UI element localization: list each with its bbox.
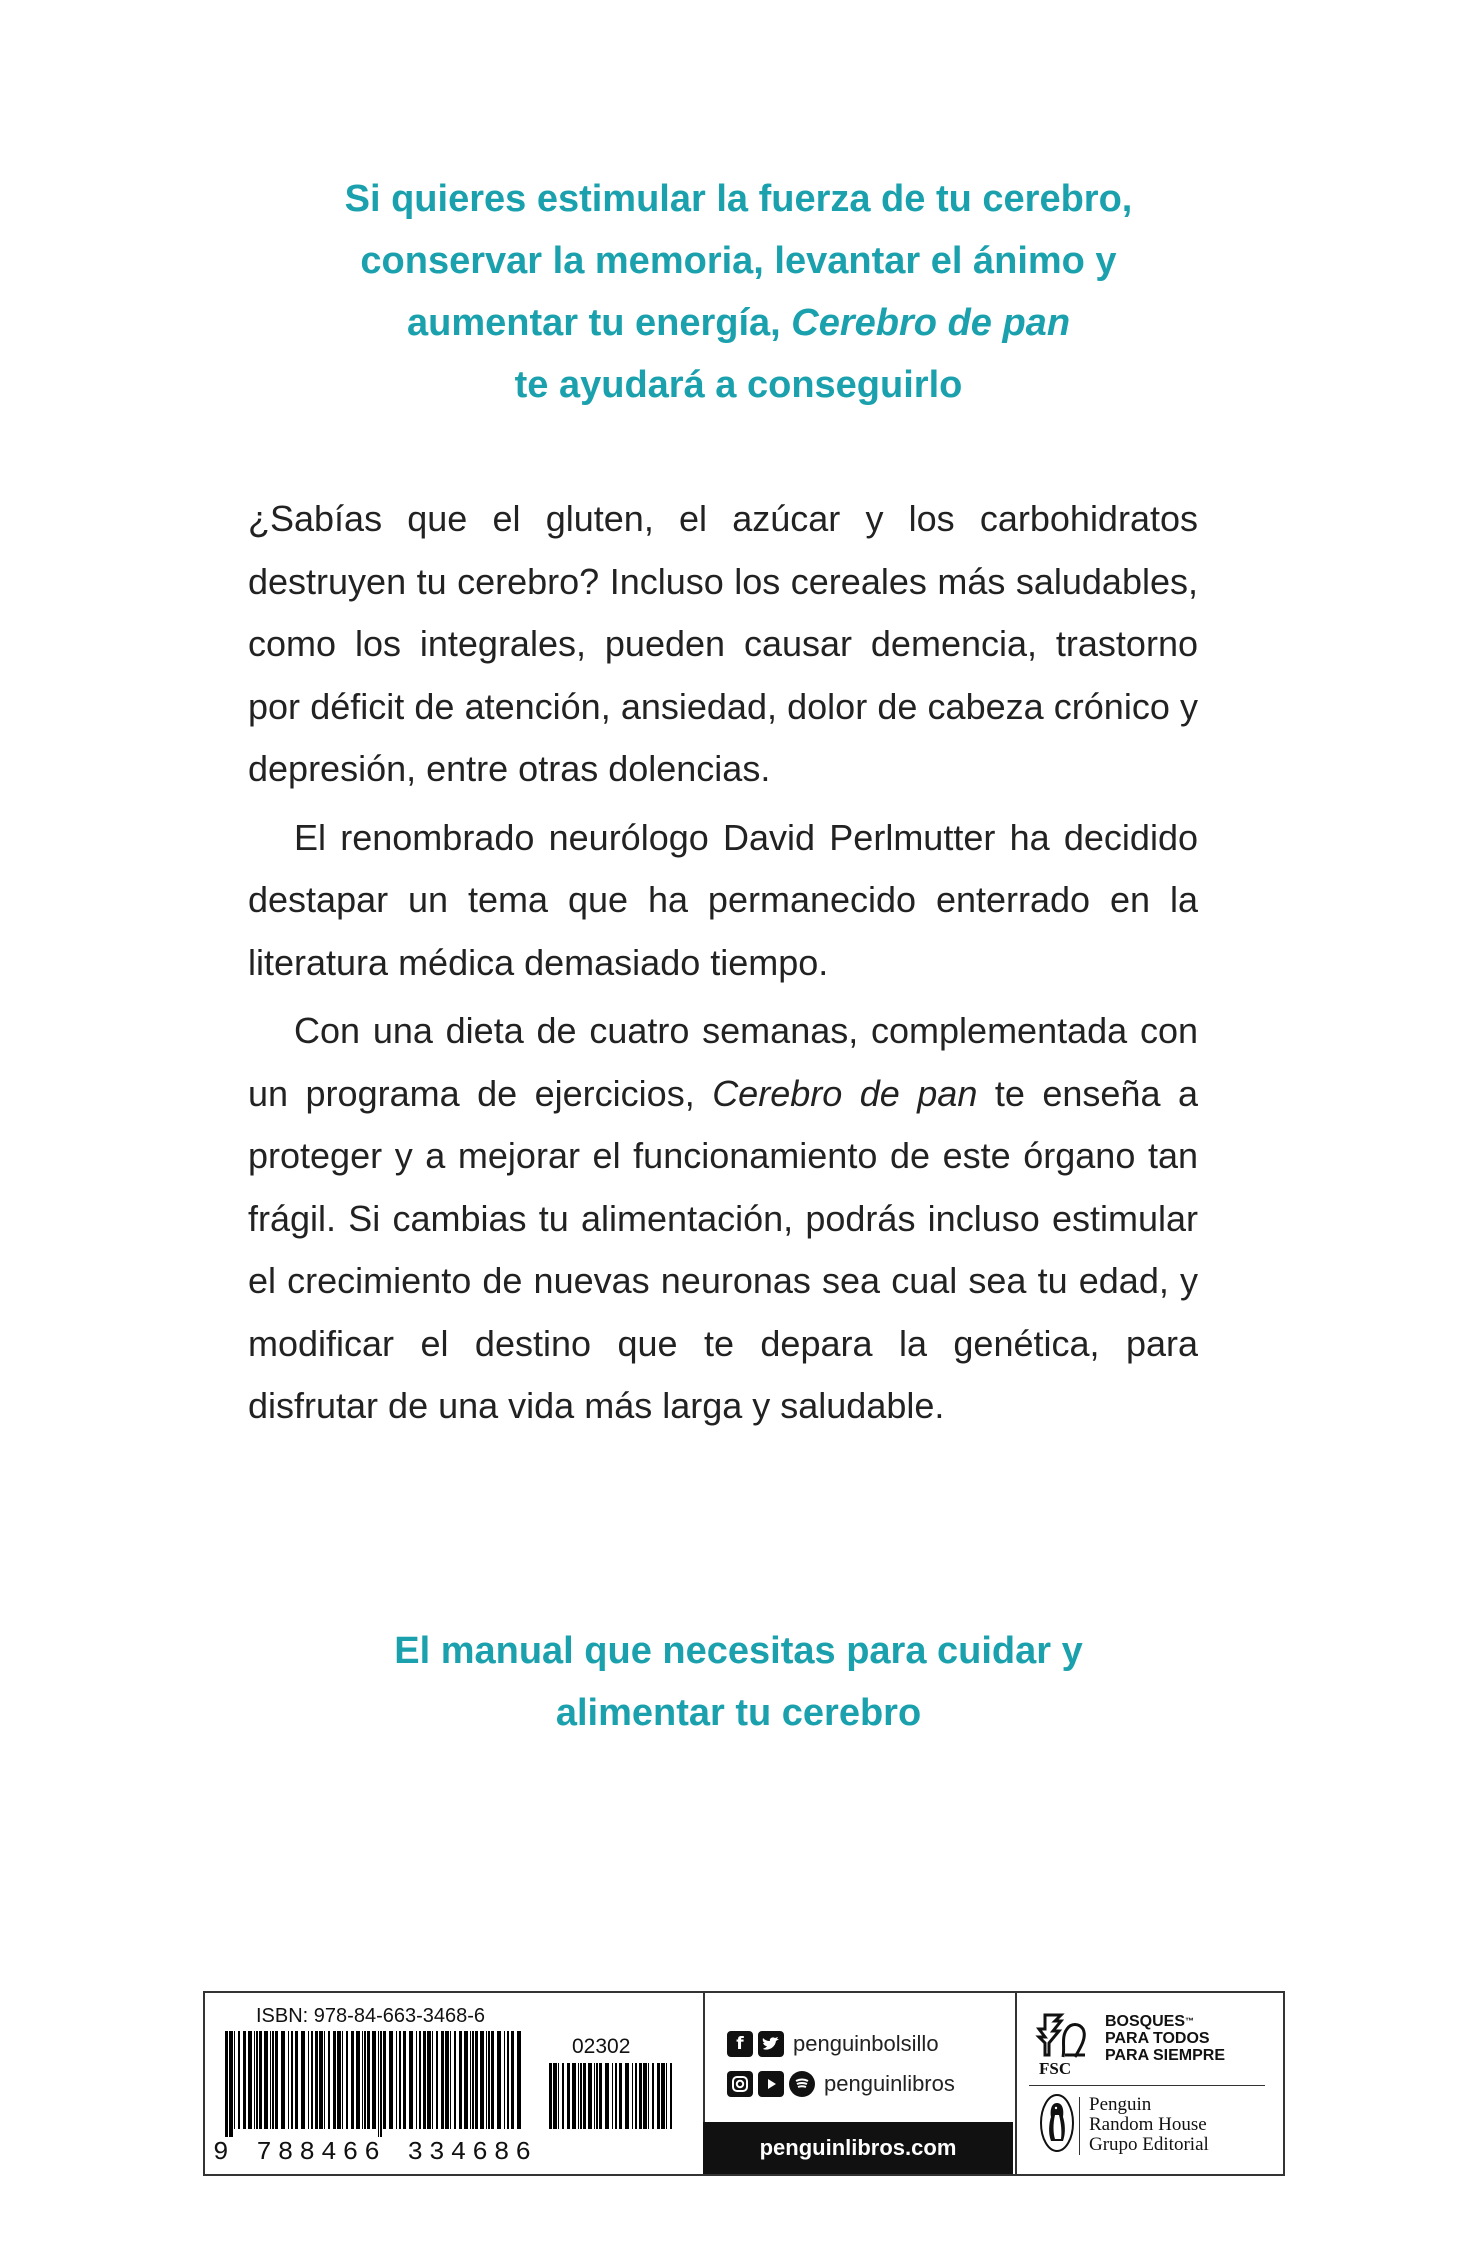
closing-line-2: alimentar tu cerebro <box>555 1692 922 1734</box>
barcode-bar <box>380 2031 382 2137</box>
barcode-bar <box>333 2031 336 2129</box>
instagram-icon[interactable] <box>727 2071 753 2097</box>
barcode-bar <box>652 2063 654 2129</box>
fsc-label: FSC <box>1039 2059 1072 2078</box>
barcode-bar <box>588 2063 592 2129</box>
barcode-bar <box>225 2031 228 2137</box>
barcode-bar <box>419 2031 421 2129</box>
barcode-main <box>225 2031 525 2137</box>
barcode-bar <box>288 2031 289 2129</box>
barcode-bar <box>356 2031 360 2129</box>
publisher-line-2: Random House <box>1089 2114 1207 2135</box>
barcode-bar <box>583 2063 586 2129</box>
barcode-bar <box>378 2031 379 2137</box>
barcode-bar <box>436 2031 438 2129</box>
spotify-icon[interactable] <box>789 2071 815 2097</box>
barcode-bar <box>364 2031 366 2129</box>
website-link[interactable]: penguinlibros.com <box>703 2122 1013 2174</box>
barcode-bar <box>507 2031 509 2129</box>
synopsis-paragraph-3-start: Con una dieta de cuatro semanas, complementada con un programa de ejercicios, <box>248 1010 1198 1114</box>
fsc-slogan <box>1105 2013 1225 2064</box>
closing-tagline <box>0 1620 1477 1744</box>
fsc-slogan-line-1: BOSQUES <box>1105 2013 1186 2030</box>
social-row-1 <box>727 2031 939 2057</box>
barcode-bar <box>362 2031 363 2129</box>
barcode-bar <box>234 2031 235 2129</box>
barcode-bar <box>661 2063 665 2129</box>
synopsis-paragraph-3 <box>248 1000 1198 1438</box>
barcode-bar <box>578 2063 579 2129</box>
barcode-bar <box>657 2063 660 2129</box>
barcode-bar <box>596 2063 598 2129</box>
social-handle-penguinbolsillo[interactable]: penguinbolsillo <box>793 2031 939 2056</box>
barcode-bar <box>259 2031 262 2129</box>
barcode-bar <box>511 2031 514 2129</box>
barcode-bar <box>666 2063 667 2129</box>
barcode-bar <box>472 2031 474 2129</box>
logos-section <box>1015 1993 1283 2174</box>
barcode-bar <box>351 2031 354 2129</box>
barcode-bar <box>670 2063 672 2129</box>
publisher-logo <box>1029 2093 1279 2169</box>
barcode-bar <box>243 2031 246 2129</box>
barcode-bar <box>491 2031 494 2129</box>
barcode-bar <box>648 2063 649 2129</box>
publisher-line-3: Grupo Editorial <box>1089 2134 1209 2155</box>
barcode-bar <box>567 2063 570 2129</box>
barcode-bar <box>423 2031 426 2129</box>
barcode-bar <box>619 2063 622 2129</box>
fsc-logo <box>1035 2007 1275 2077</box>
barcode-bar <box>632 2063 633 2129</box>
barcode-bar <box>486 2031 487 2129</box>
isbn-label: ISBN: 978-84-663-3468-6 <box>256 2005 486 2027</box>
barcode-bar <box>308 2031 309 2129</box>
barcode-bar <box>346 2031 348 2129</box>
youtube-icon[interactable] <box>758 2071 784 2097</box>
penguin-icon <box>1039 2093 1075 2153</box>
ean-digits: 9 788466 334686 <box>213 2137 538 2167</box>
barcode-bar <box>480 2031 484 2129</box>
barcode-bar <box>488 2031 490 2129</box>
barcode-section <box>205 1993 705 2174</box>
twitter-icon[interactable] <box>758 2031 784 2057</box>
barcode-bar <box>372 2031 376 2129</box>
barcode-bar <box>605 2063 609 2129</box>
barcode-bar <box>291 2031 293 2129</box>
barcode-bar <box>635 2063 637 2129</box>
barcode-bar <box>281 2031 285 2129</box>
barcode-bar <box>594 2063 595 2129</box>
barcode-bar <box>615 2063 617 2129</box>
barcode-bar <box>497 2031 501 2129</box>
barcode-bar <box>517 2031 521 2129</box>
publisher-name <box>1089 2095 1209 2155</box>
barcode-bar <box>275 2031 278 2129</box>
synopsis-paragraph-2: El renombrado neurólogo David Perlmutter ha decidido destapar un tema que ha permanecido enterrado en la literatura médica demasiado tiempo. <box>248 816 1198 983</box>
barcode-bar <box>270 2031 271 2129</box>
barcode-bar <box>337 2031 341 2129</box>
barcode-bar <box>295 2031 298 2129</box>
headline-line-3-text: aumentar tu energía, <box>406 302 792 344</box>
barcode-bar <box>470 2031 471 2129</box>
barcode-bar <box>562 2063 564 2129</box>
barcode-bar <box>553 2063 557 2129</box>
barcode-addon <box>549 2063 679 2137</box>
barcode-bar <box>272 2031 274 2129</box>
barcode-bar <box>389 2031 393 2129</box>
barcode-bar <box>328 2031 330 2129</box>
synopsis <box>248 488 1198 1444</box>
book-title-italic: Cerebro de pan <box>791 302 1071 344</box>
closing-line-1: El manual que necesitas para cuidar y <box>394 1630 1083 1672</box>
barcode-bar <box>403 2031 406 2129</box>
book-title-italic-body: Cerebro de pan <box>712 1072 978 1114</box>
fsc-slogan-line-3: PARA SIEMPRE <box>1105 2047 1226 2064</box>
barcode-bar <box>256 2031 258 2129</box>
barcode-bar <box>450 2031 451 2129</box>
headline-line-4: te ayudará a conseguirlo <box>514 364 963 406</box>
headline-line-1: Si quieres estimular la fuerza de tu cerebro, <box>344 178 1133 220</box>
publisher-line-1: Penguin <box>1089 2094 1152 2115</box>
barcode-bar <box>549 2063 552 2129</box>
barcode-addon-code: 02302 <box>572 2035 631 2058</box>
headline-line-3 <box>0 292 1477 354</box>
barcode-bar <box>643 2063 647 2129</box>
social-handle-penguinlibros[interactable]: penguinlibros <box>824 2071 955 2096</box>
barcode-bar <box>319 2031 323 2129</box>
barcode-bar <box>427 2031 431 2129</box>
barcode-bar <box>301 2031 305 2129</box>
barcode-bar <box>464 2031 468 2129</box>
barcode-bar <box>475 2031 478 2129</box>
publisher-divider <box>1079 2097 1080 2155</box>
barcode-bar <box>229 2031 233 2137</box>
barcode-bar <box>248 2031 252 2129</box>
barcode-bar <box>459 2031 462 2129</box>
headline-line-2: conservar la memoria, levantar el ánimo y <box>360 240 1117 282</box>
fsc-slogan-line-2: PARA TODOS <box>1105 2030 1210 2047</box>
barcode-bar <box>409 2031 413 2129</box>
barcode-bar <box>441 2031 444 2129</box>
barcode-bar <box>445 2031 449 2129</box>
barcode-bar <box>504 2031 505 2129</box>
barcode-bar <box>254 2031 255 2129</box>
barcode-bar <box>599 2063 602 2129</box>
barcode-bar <box>580 2063 582 2129</box>
barcode-bar <box>399 2031 401 2129</box>
barcode-bar <box>383 2031 386 2129</box>
barcode-bar <box>416 2031 417 2129</box>
barcode-bar <box>639 2063 642 2129</box>
barcode-bar <box>367 2031 370 2129</box>
footer-info-box <box>203 1991 1285 2176</box>
fsc-tree-icon <box>1035 2007 1095 2061</box>
social-section <box>703 1993 1017 2174</box>
barcode-bar <box>612 2063 613 2129</box>
headline <box>0 168 1477 416</box>
barcode-bar <box>454 2031 456 2129</box>
barcode-bar <box>264 2031 268 2129</box>
barcode-bar <box>432 2031 433 2129</box>
barcode-bar <box>558 2063 559 2129</box>
barcode-bar <box>324 2031 325 2129</box>
barcode-bar <box>238 2031 240 2129</box>
synopsis-paragraph-3-end: te enseña a proteger y a mejorar el funcionamiento de este órgano tan frágil. Si cambias tu alimentación, podrás incluso estimular el crecimiento de nuevas neuronas sea cual sea tu edad, y modificar el destino que te depara la genética, para disfrutar de una vida más larga y saludable. <box>248 1072 1198 1426</box>
barcode-bar <box>625 2063 629 2129</box>
social-row-2 <box>727 2071 955 2097</box>
barcode-bar <box>396 2031 397 2129</box>
barcode-bar <box>342 2031 343 2129</box>
facebook-icon[interactable]: f <box>727 2031 753 2057</box>
synopsis-paragraph-1: ¿Sabías que el gluten, el azúcar y los carbohidratos destruyen tu cerebro? Incluso los cereales más saludables, como los integrales, pueden causar demencia, trastorno por déficit de atención, ansiedad, dolor de cabeza crónico y depresión, entre otras dolencias. <box>248 498 1198 789</box>
logo-divider <box>1029 2085 1265 2086</box>
barcode-bar <box>311 2031 313 2129</box>
barcode-bar <box>315 2031 318 2129</box>
fsc-trademark: ™ <box>1185 2016 1195 2026</box>
barcode-bar <box>572 2063 576 2129</box>
